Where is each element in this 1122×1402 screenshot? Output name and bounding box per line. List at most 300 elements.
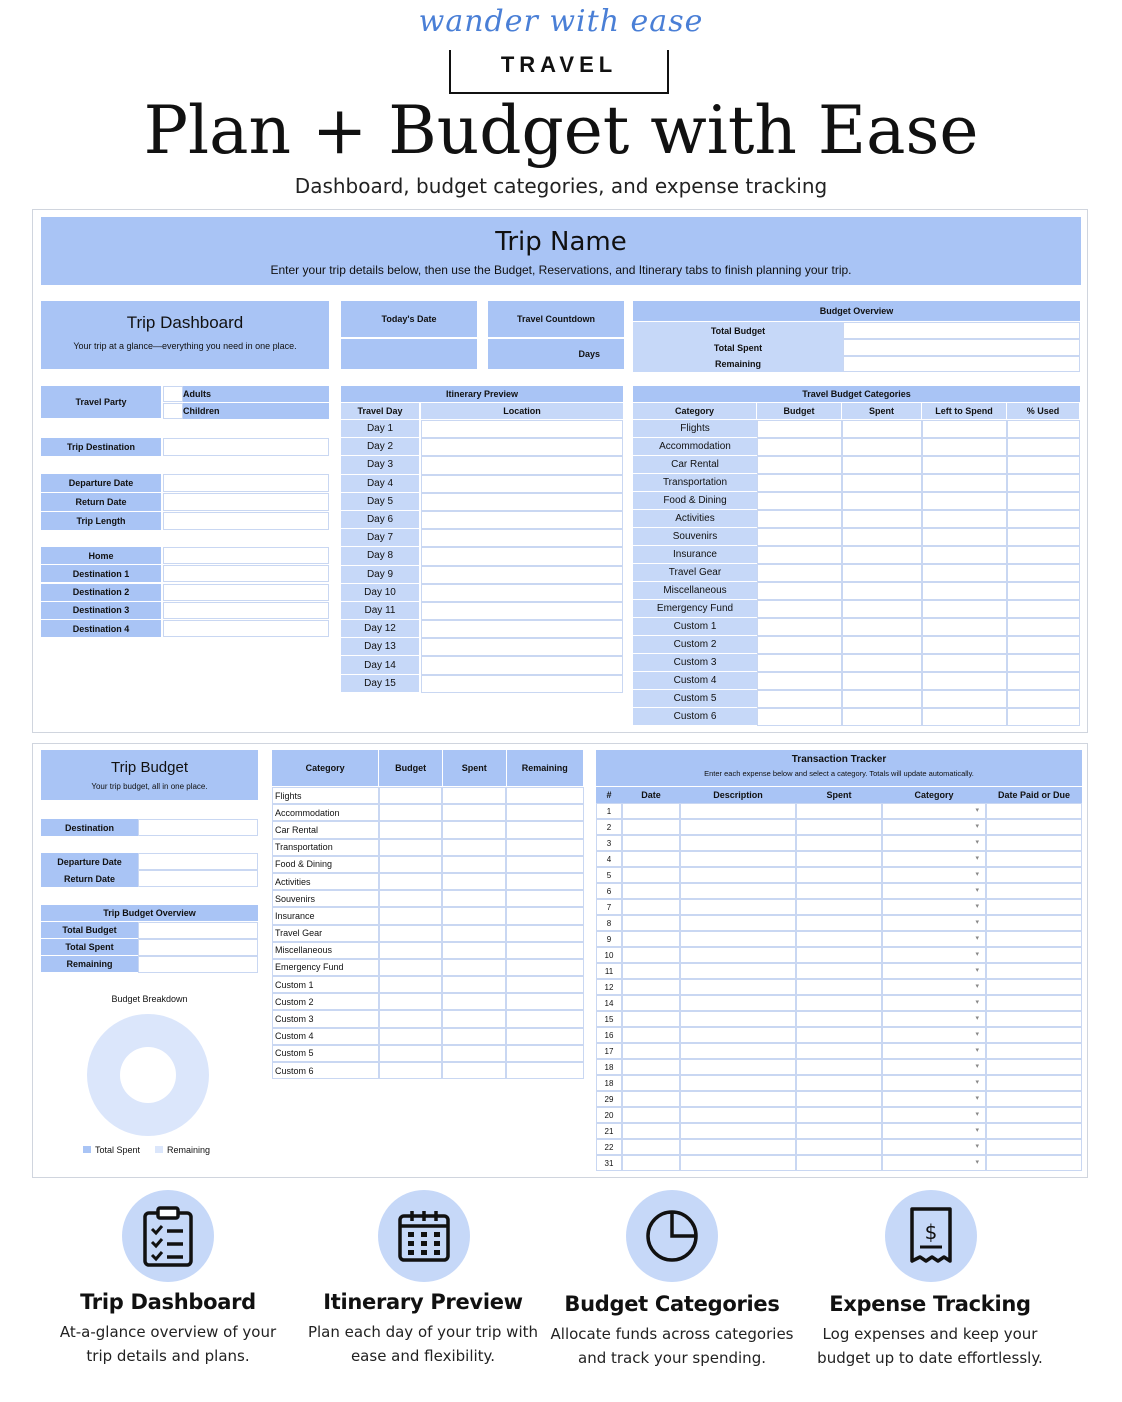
category-table-row — [272, 942, 584, 959]
trip-name[interactable]: Trip Name — [495, 227, 627, 257]
category-cell[interactable] — [757, 654, 842, 672]
category-cell[interactable] — [842, 600, 922, 618]
tracker-cell[interactable] — [680, 1155, 796, 1171]
tracker-category-select[interactable] — [882, 819, 986, 835]
category-table-cell[interactable] — [442, 1045, 506, 1062]
category-table-cell[interactable] — [442, 821, 506, 838]
tracker-cell[interactable] — [796, 867, 882, 883]
dropdown-arrow-icon[interactable]: ▾ — [975, 1159, 979, 1166]
category-cell[interactable] — [757, 528, 842, 546]
tracker-cell[interactable] — [622, 803, 680, 819]
tracker-cell[interactable] — [796, 979, 882, 995]
dropdown-arrow-icon[interactable]: ▾ — [975, 983, 979, 990]
tracker-cell[interactable] — [796, 1011, 882, 1027]
tracker-cell[interactable] — [622, 867, 680, 883]
tracker-cell[interactable] — [986, 1139, 1082, 1155]
tracker-cell[interactable] — [622, 1139, 680, 1155]
tracker-category-select[interactable] — [882, 915, 986, 931]
dropdown-arrow-icon[interactable]: ▾ — [975, 1063, 979, 1070]
category-table-cell[interactable] — [442, 993, 506, 1010]
todays-date-value[interactable] — [341, 339, 477, 369]
itinerary-location-field[interactable] — [421, 656, 623, 674]
category-table-cell[interactable] — [506, 907, 584, 924]
category-cell[interactable] — [842, 564, 922, 582]
category-cell[interactable] — [1007, 654, 1080, 672]
dropdown-arrow-icon[interactable]: ▾ — [975, 1143, 979, 1150]
overview-field[interactable] — [138, 956, 258, 973]
category-cell[interactable] — [842, 618, 922, 636]
tracker-cell[interactable] — [796, 947, 882, 963]
dropdown-arrow-icon[interactable]: ▾ — [975, 919, 979, 926]
category-cell[interactable] — [757, 546, 842, 564]
overview-field[interactable] — [138, 939, 258, 956]
category-cell[interactable] — [842, 546, 922, 564]
tracker-cell[interactable] — [986, 835, 1082, 851]
category-cell[interactable] — [842, 456, 922, 474]
tracker-category-select[interactable] — [882, 1139, 986, 1155]
category-table-cell[interactable] — [442, 976, 506, 993]
tracker-cell[interactable] — [796, 1027, 882, 1043]
place-field[interactable] — [163, 602, 329, 619]
category-table-cell[interactable] — [379, 959, 443, 976]
category-table-cell[interactable] — [506, 839, 584, 856]
category-table-cell[interactable] — [506, 787, 584, 804]
tracker-cell[interactable] — [986, 803, 1082, 819]
category-table-cell[interactable] — [442, 1062, 506, 1079]
itinerary-location-field[interactable] — [421, 475, 623, 493]
return-date-field[interactable] — [163, 493, 329, 511]
tracker-category-select[interactable] — [882, 1091, 986, 1107]
tracker-cell[interactable] — [622, 979, 680, 995]
category-table-cell[interactable] — [379, 873, 443, 890]
dropdown-arrow-icon[interactable]: ▾ — [975, 903, 979, 910]
category-table-cell[interactable] — [442, 856, 506, 873]
category-table-cell[interactable] — [442, 925, 506, 942]
place-field[interactable] — [163, 584, 329, 601]
tracker-cell[interactable] — [680, 883, 796, 899]
category-cell[interactable] — [922, 438, 1007, 456]
tracker-cell[interactable] — [986, 979, 1082, 995]
category-table-cell[interactable] — [506, 1010, 584, 1027]
tracker-cell[interactable] — [796, 995, 882, 1011]
tracker-cell[interactable] — [986, 1059, 1082, 1075]
tracker-category-select[interactable] — [882, 899, 986, 915]
itinerary-location-field[interactable] — [421, 493, 623, 511]
tracker-cell[interactable] — [796, 899, 882, 915]
tracker-cell[interactable] — [796, 851, 882, 867]
category-table-cell[interactable] — [442, 873, 506, 890]
tracker-cell[interactable] — [796, 803, 882, 819]
tracker-cell[interactable] — [796, 915, 882, 931]
dropdown-arrow-icon[interactable]: ▾ — [975, 1031, 979, 1038]
category-table-cell[interactable] — [379, 942, 443, 959]
place-field[interactable] — [163, 547, 329, 564]
tracker-cell[interactable] — [986, 963, 1082, 979]
trip-destination-label: Trip Destination — [41, 438, 161, 456]
tracker-category-select[interactable] — [882, 1027, 986, 1043]
departure-date-field[interactable] — [163, 474, 329, 492]
category-table-cell[interactable] — [506, 942, 584, 959]
category-table-cell[interactable] — [442, 890, 506, 907]
tracker-cell[interactable] — [622, 1075, 680, 1091]
tracker-cell[interactable] — [680, 995, 796, 1011]
category-table-cell[interactable] — [506, 993, 584, 1010]
tracker-cell[interactable] — [622, 931, 680, 947]
category-table-cell[interactable] — [506, 976, 584, 993]
remaining-value[interactable] — [843, 356, 1080, 372]
dropdown-arrow-icon[interactable]: ▾ — [975, 855, 979, 862]
tracker-cell[interactable] — [986, 883, 1082, 899]
tracker-cell[interactable] — [622, 851, 680, 867]
dropdown-arrow-icon[interactable]: ▾ — [975, 1095, 979, 1102]
category-cell[interactable] — [922, 582, 1007, 600]
tracker-category-select[interactable] — [882, 1107, 986, 1123]
category-cell[interactable] — [842, 492, 922, 510]
category-cell[interactable] — [1007, 672, 1080, 690]
children-count[interactable] — [163, 403, 183, 419]
tracker-cell[interactable] — [622, 899, 680, 915]
category-cell[interactable] — [757, 600, 842, 618]
tracker-cell[interactable] — [622, 883, 680, 899]
category-table-cell[interactable] — [379, 804, 443, 821]
category-cell[interactable] — [842, 510, 922, 528]
tracker-cell[interactable] — [986, 1107, 1082, 1123]
dropdown-arrow-icon[interactable]: ▾ — [975, 839, 979, 846]
category-table-cell[interactable] — [379, 925, 443, 942]
tracker-cell[interactable] — [986, 1027, 1082, 1043]
tracker-category-select[interactable] — [882, 963, 986, 979]
category-cell[interactable] — [842, 636, 922, 654]
itinerary-location-field[interactable] — [421, 602, 623, 620]
itinerary-location-field[interactable] — [421, 584, 623, 602]
category-table-cell[interactable] — [442, 1028, 506, 1045]
tracker-category-select[interactable] — [882, 1059, 986, 1075]
tracker-cell[interactable] — [986, 1043, 1082, 1059]
dropdown-arrow-icon[interactable]: ▾ — [975, 1015, 979, 1022]
category-table-cell[interactable] — [506, 821, 584, 838]
tracker-category-select[interactable] — [882, 947, 986, 963]
tracker-cell[interactable] — [796, 1123, 882, 1139]
itinerary-location-field[interactable] — [421, 620, 623, 638]
category-table-cell[interactable] — [379, 1028, 443, 1045]
tracker-cell[interactable] — [986, 947, 1082, 963]
tracker-cell[interactable] — [622, 835, 680, 851]
tracker-category-select[interactable] — [882, 851, 986, 867]
category-table-cell[interactable] — [506, 856, 584, 873]
dropdown-arrow-icon[interactable]: ▾ — [975, 1079, 979, 1086]
category-cell[interactable] — [757, 492, 842, 510]
category-cell[interactable] — [922, 564, 1007, 582]
category-cell[interactable] — [922, 654, 1007, 672]
tracker-cell[interactable] — [796, 931, 882, 947]
category-cell[interactable] — [842, 438, 922, 456]
tracker-cell[interactable] — [986, 819, 1082, 835]
tracker-cell[interactable] — [680, 1043, 796, 1059]
category-table-cell[interactable] — [506, 959, 584, 976]
tracker-cell[interactable] — [796, 1107, 882, 1123]
category-cell[interactable] — [922, 690, 1007, 708]
category-cell[interactable] — [842, 654, 922, 672]
category-cell[interactable] — [922, 420, 1007, 438]
tracker-cell[interactable] — [796, 1043, 882, 1059]
destination-field[interactable] — [138, 819, 258, 836]
dropdown-arrow-icon[interactable]: ▾ — [975, 871, 979, 878]
category-cell[interactable] — [1007, 636, 1080, 654]
category-cell[interactable] — [757, 672, 842, 690]
category-table-cell[interactable] — [379, 976, 443, 993]
place-field[interactable] — [163, 620, 329, 637]
category-cell[interactable] — [1007, 492, 1080, 510]
category-table-cell[interactable] — [506, 1045, 584, 1062]
tracker-cell[interactable] — [986, 851, 1082, 867]
category-cell[interactable] — [922, 546, 1007, 564]
category-table-cell[interactable] — [506, 804, 584, 821]
dropdown-arrow-icon[interactable]: ▾ — [975, 887, 979, 894]
category-cell[interactable] — [1007, 546, 1080, 564]
tracker-cell[interactable] — [622, 819, 680, 835]
tracker-cell[interactable] — [680, 1091, 796, 1107]
category-cell[interactable] — [922, 600, 1007, 618]
category-table-cell[interactable] — [506, 890, 584, 907]
tracker-cell[interactable] — [796, 835, 882, 851]
tracker-cell[interactable] — [796, 1075, 882, 1091]
tracker-cell[interactable] — [622, 1155, 680, 1171]
itinerary-location-field[interactable] — [421, 511, 623, 529]
tracker-cell[interactable] — [680, 1123, 796, 1139]
dropdown-arrow-icon[interactable]: ▾ — [975, 999, 979, 1006]
dropdown-arrow-icon[interactable]: ▾ — [975, 935, 979, 942]
tracker-category-select[interactable] — [882, 1123, 986, 1139]
tracker-cell[interactable] — [986, 1091, 1082, 1107]
dropdown-arrow-icon[interactable]: ▾ — [975, 1127, 979, 1134]
category-cell[interactable] — [1007, 618, 1080, 636]
tracker-cell[interactable] — [680, 979, 796, 995]
category-table-cell[interactable] — [379, 821, 443, 838]
category-table-cell[interactable] — [506, 925, 584, 942]
category-table-cell[interactable] — [379, 839, 443, 856]
tracker-cell[interactable] — [796, 1091, 882, 1107]
category-cell[interactable] — [1007, 438, 1080, 456]
tracker-cell[interactable] — [622, 1123, 680, 1139]
category-table-cell[interactable] — [379, 1010, 443, 1027]
tracker-cell[interactable] — [680, 867, 796, 883]
category-cell[interactable] — [757, 420, 842, 438]
departure-field[interactable] — [138, 853, 258, 870]
tracker-cell[interactable] — [796, 1139, 882, 1155]
tracker-cell[interactable] — [986, 1123, 1082, 1139]
category-table-cell[interactable] — [442, 942, 506, 959]
category-cell[interactable] — [1007, 456, 1080, 474]
tracker-category-select[interactable] — [882, 1011, 986, 1027]
tracker-cell[interactable] — [986, 915, 1082, 931]
category-table-cell[interactable] — [506, 1028, 584, 1045]
tracker-cell[interactable] — [680, 931, 796, 947]
itinerary-location-field[interactable] — [421, 529, 623, 547]
category-table-cell[interactable] — [442, 804, 506, 821]
tracker-category-select[interactable] — [882, 883, 986, 899]
itinerary-location-field[interactable] — [421, 420, 623, 438]
category-cell[interactable] — [922, 510, 1007, 528]
category-cell[interactable] — [842, 690, 922, 708]
category-table-cell[interactable] — [442, 787, 506, 804]
tracker-cell[interactable] — [680, 899, 796, 915]
category-cell[interactable] — [922, 474, 1007, 492]
category-cell[interactable] — [1007, 420, 1080, 438]
itinerary-row — [341, 511, 623, 529]
category-cell[interactable] — [757, 618, 842, 636]
tracker-category-select[interactable] — [882, 1043, 986, 1059]
category-cell[interactable] — [1007, 708, 1080, 726]
tracker-category-select[interactable] — [882, 995, 986, 1011]
category-cell[interactable] — [842, 708, 922, 726]
place-field[interactable] — [163, 565, 329, 582]
category-table-cell[interactable] — [506, 1062, 584, 1079]
category-cell[interactable] — [842, 582, 922, 600]
category-cell[interactable] — [757, 690, 842, 708]
tracker-cell[interactable] — [986, 995, 1082, 1011]
dropdown-arrow-icon[interactable]: ▾ — [975, 1047, 979, 1054]
tracker-category-select[interactable] — [882, 979, 986, 995]
category-table-cell[interactable] — [379, 993, 443, 1010]
tracker-category-select[interactable] — [882, 835, 986, 851]
category-cell[interactable] — [757, 636, 842, 654]
tracker-cell[interactable] — [622, 963, 680, 979]
category-table-cell[interactable] — [506, 873, 584, 890]
itinerary-location-field[interactable] — [421, 638, 623, 656]
category-cell[interactable] — [757, 474, 842, 492]
tracker-cell[interactable] — [986, 1011, 1082, 1027]
category-cell[interactable] — [757, 564, 842, 582]
category-cell[interactable] — [922, 708, 1007, 726]
category-cell[interactable] — [1007, 690, 1080, 708]
category-cell[interactable] — [842, 528, 922, 546]
category-table-cell[interactable] — [379, 787, 443, 804]
tracker-cell[interactable] — [986, 867, 1082, 883]
tracker-cell[interactable] — [622, 1043, 680, 1059]
tracker-cell[interactable] — [796, 1059, 882, 1075]
category-table-cell[interactable] — [379, 1045, 443, 1062]
category-cell[interactable] — [757, 438, 842, 456]
total-spent-value[interactable] — [843, 339, 1080, 356]
itinerary-location-field[interactable] — [421, 566, 623, 584]
tracker-category-select[interactable] — [882, 803, 986, 819]
tracker-cell[interactable] — [986, 1075, 1082, 1091]
category-cell[interactable] — [842, 420, 922, 438]
category-cell[interactable] — [922, 636, 1007, 654]
tracker-cell[interactable] — [796, 1155, 882, 1171]
itinerary-day: Day 9 — [341, 566, 419, 584]
dropdown-arrow-icon[interactable]: ▾ — [975, 967, 979, 974]
tracker-cell[interactable] — [680, 835, 796, 851]
category-cell[interactable] — [922, 456, 1007, 474]
brand-word: TRAVEL — [500, 52, 618, 77]
category-cell[interactable] — [757, 456, 842, 474]
category-table-cell[interactable] — [442, 907, 506, 924]
tracker-cell[interactable] — [622, 947, 680, 963]
tracker-cell[interactable] — [680, 851, 796, 867]
category-cell[interactable] — [1007, 564, 1080, 582]
category-table-cell[interactable] — [442, 839, 506, 856]
itinerary-location-field[interactable] — [421, 675, 623, 693]
tracker-cell[interactable] — [986, 899, 1082, 915]
tracker-cell[interactable] — [680, 963, 796, 979]
tracker-cell[interactable] — [680, 1011, 796, 1027]
dropdown-arrow-icon[interactable]: ▾ — [975, 807, 979, 814]
category-cell[interactable] — [922, 618, 1007, 636]
tracker-cell[interactable] — [796, 963, 882, 979]
category-cell[interactable] — [757, 582, 842, 600]
tracker-cell[interactable] — [680, 819, 796, 835]
tracker-category-select[interactable] — [882, 1155, 986, 1171]
total-budget-value[interactable] — [843, 322, 1080, 339]
category-cell[interactable] — [757, 510, 842, 528]
tracker-cell[interactable] — [622, 995, 680, 1011]
tracker-cell[interactable] — [622, 1091, 680, 1107]
tracker-cell[interactable] — [622, 1027, 680, 1043]
adults-count[interactable] — [163, 386, 183, 402]
category-cell[interactable] — [1007, 474, 1080, 492]
category-table-cell[interactable] — [442, 1010, 506, 1027]
tracker-cell[interactable] — [622, 1059, 680, 1075]
itinerary-location-field[interactable] — [421, 456, 623, 474]
category-table-cell[interactable] — [379, 856, 443, 873]
tracker-cell[interactable] — [622, 1011, 680, 1027]
category-table-cell[interactable] — [379, 1062, 443, 1079]
category-cell[interactable] — [1007, 528, 1080, 546]
category-cell[interactable] — [1007, 582, 1080, 600]
tracker-cell[interactable] — [680, 803, 796, 819]
itinerary-location-field[interactable] — [421, 547, 623, 565]
tracker-category-select[interactable] — [882, 931, 986, 947]
tracker-cell[interactable] — [622, 915, 680, 931]
category-cell[interactable] — [922, 528, 1007, 546]
tracker-cell[interactable] — [680, 1075, 796, 1091]
dropdown-arrow-icon[interactable]: ▾ — [975, 951, 979, 958]
category-cell[interactable] — [1007, 510, 1080, 528]
tracker-category-select[interactable] — [882, 867, 986, 883]
tracker-cell[interactable] — [680, 1139, 796, 1155]
tracker-cell[interactable] — [680, 1107, 796, 1123]
itinerary-location-field[interactable] — [421, 438, 623, 456]
tracker-cell[interactable] — [680, 915, 796, 931]
tracker-cell[interactable] — [680, 1059, 796, 1075]
category-cell[interactable] — [842, 672, 922, 690]
trip-destination-field[interactable] — [163, 438, 329, 456]
tracker-cell[interactable] — [622, 1107, 680, 1123]
tracker-cell[interactable] — [796, 819, 882, 835]
category-table-col-header: Budget — [379, 750, 442, 786]
category-cell[interactable] — [757, 708, 842, 726]
category-table-cell[interactable] — [379, 890, 443, 907]
return-field[interactable] — [138, 870, 258, 887]
tracker-cell[interactable] — [986, 1155, 1082, 1171]
category-cell[interactable] — [922, 492, 1007, 510]
tracker-cell[interactable] — [986, 931, 1082, 947]
category-cell[interactable] — [922, 672, 1007, 690]
tracker-cell[interactable] — [796, 883, 882, 899]
tracker-cell[interactable] — [680, 947, 796, 963]
category-cell[interactable] — [842, 474, 922, 492]
overview-field[interactable] — [138, 922, 258, 939]
category-cell[interactable] — [1007, 600, 1080, 618]
category-table-cell[interactable] — [379, 907, 443, 924]
category-table-cell[interactable] — [442, 959, 506, 976]
dropdown-arrow-icon[interactable]: ▾ — [975, 1111, 979, 1118]
tracker-category-select[interactable] — [882, 1075, 986, 1091]
trip-length-field[interactable] — [163, 512, 329, 530]
dropdown-arrow-icon[interactable]: ▾ — [975, 823, 979, 830]
tracker-cell[interactable] — [680, 1027, 796, 1043]
